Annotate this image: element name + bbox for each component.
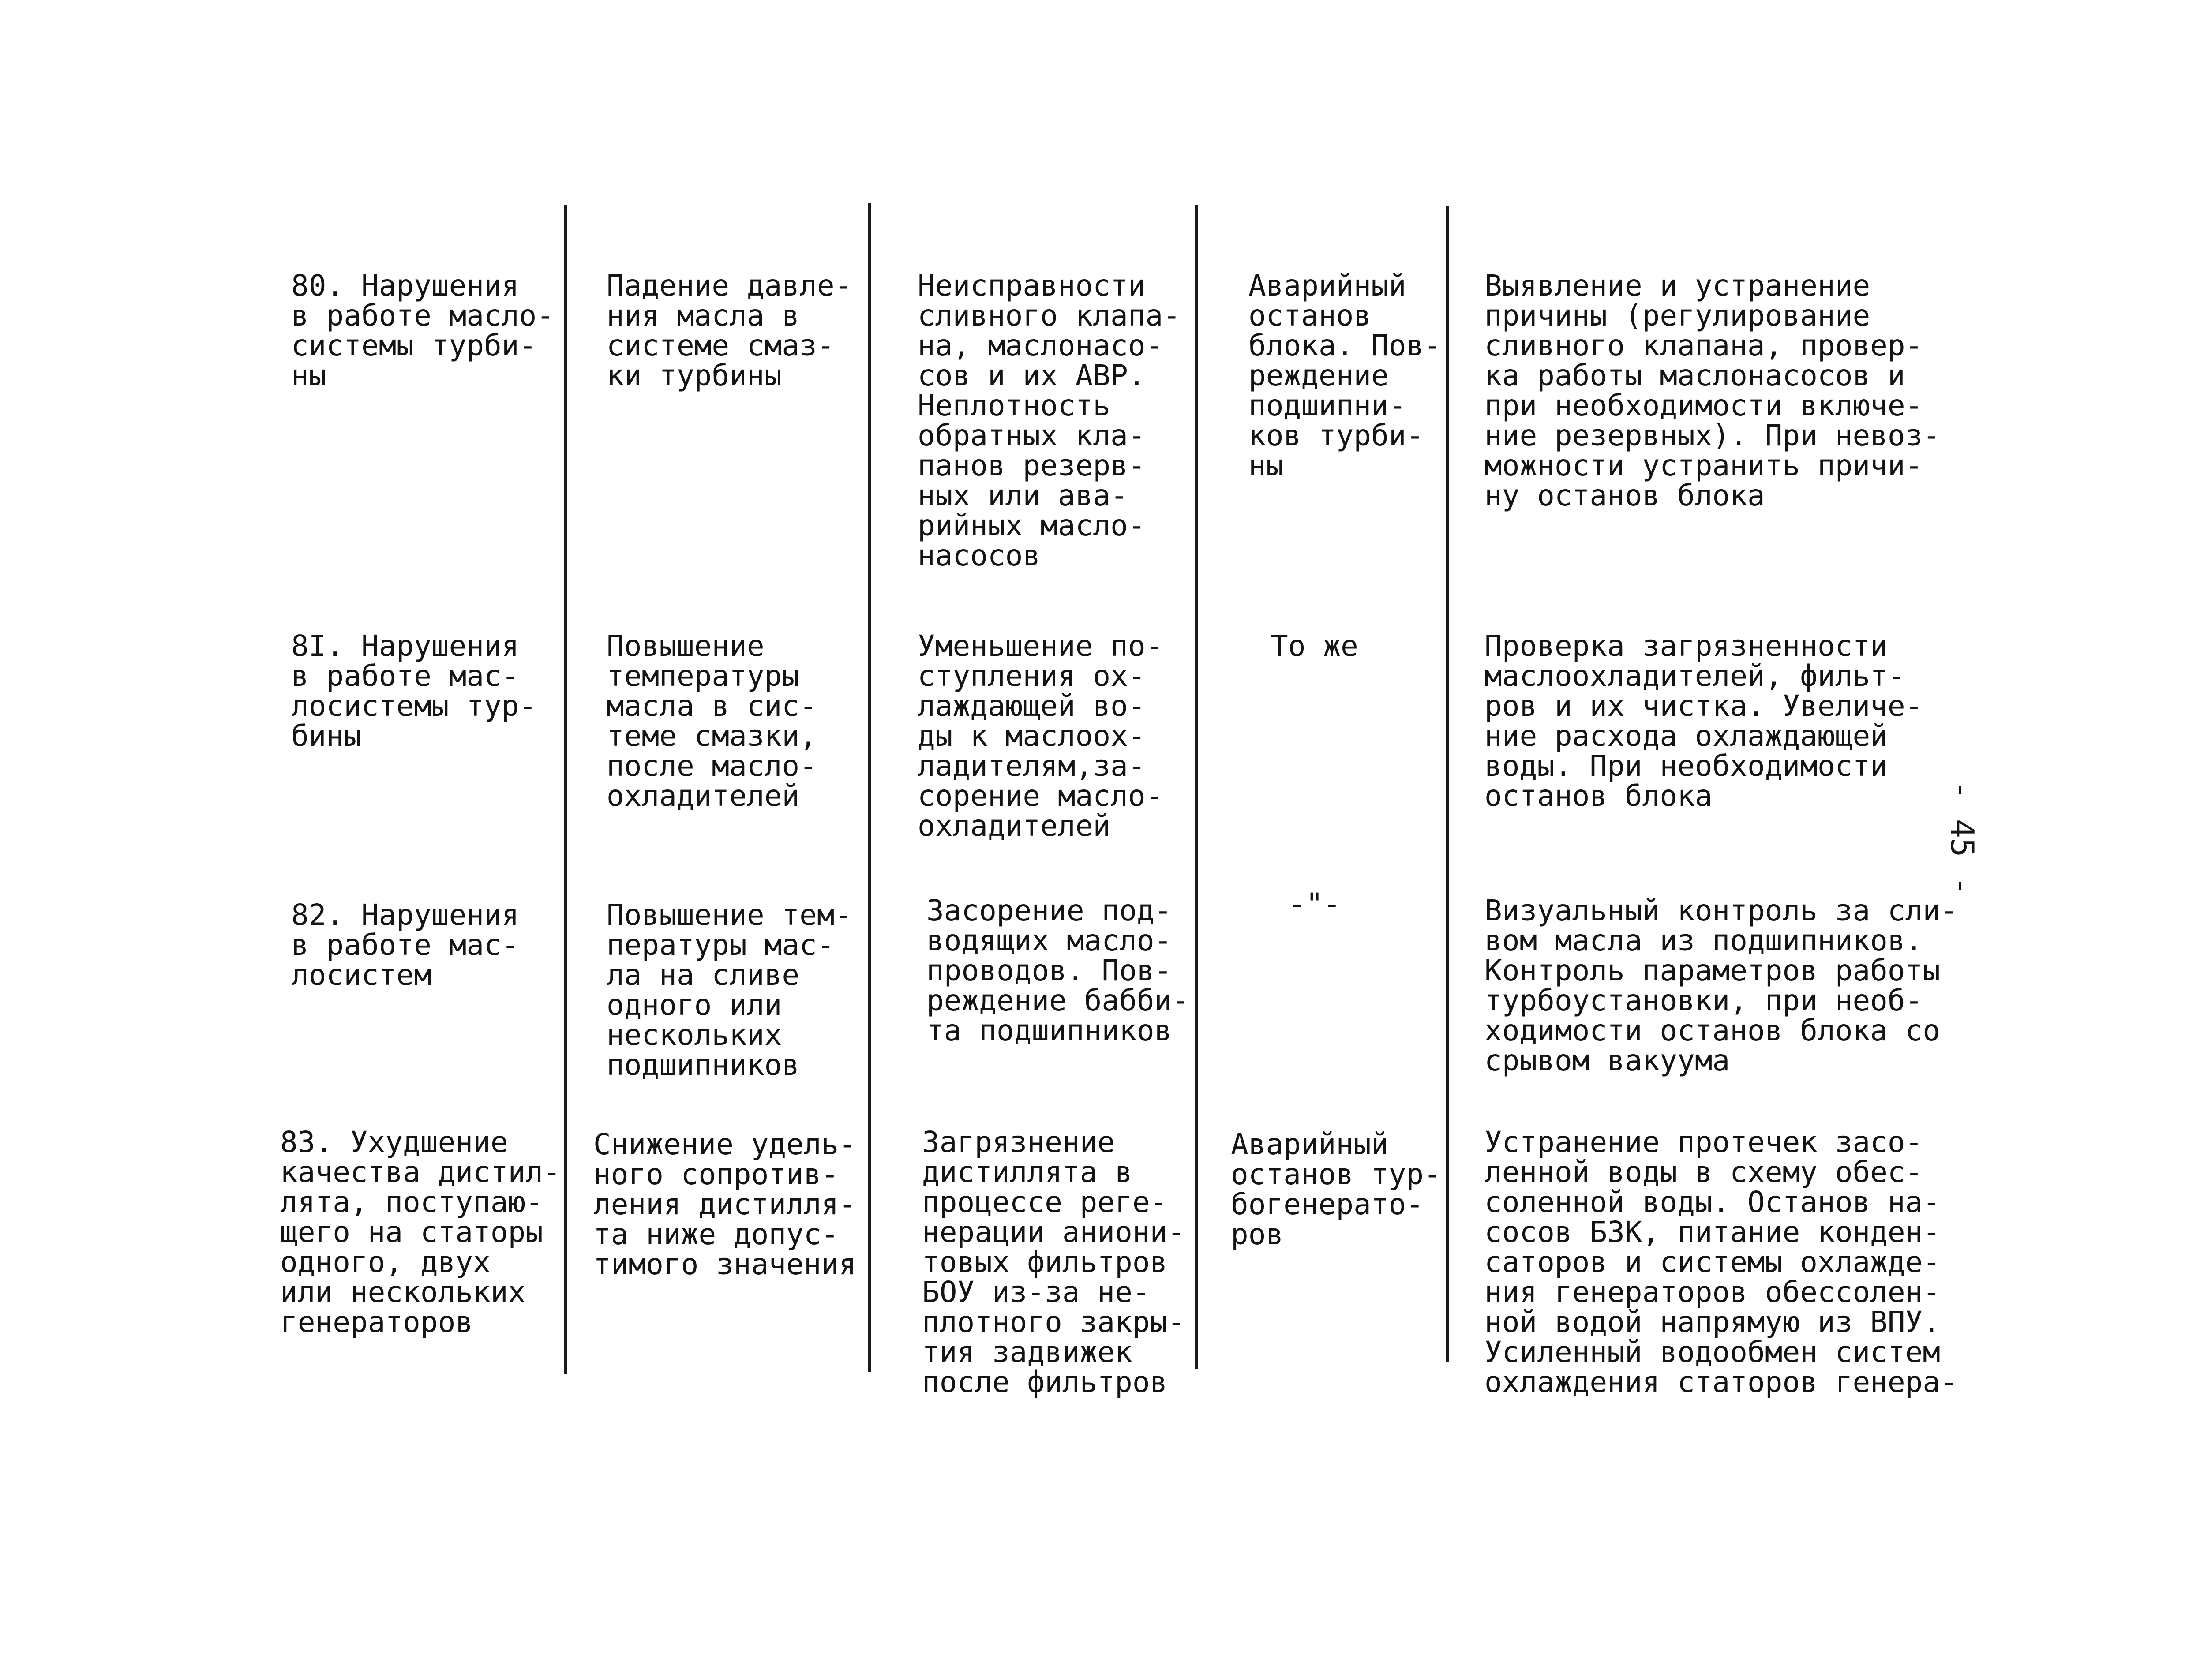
row-83-cause: Загрязнение дистиллята в процессе реге- нерации аниони- товых фильтров БОУ из-за не- плотного закры- тия задвижек после фильтров [922, 1125, 1185, 1399]
row-82-symptom: Повышение тем- пературы мас- ла на сливе одного или нескольких подшипников [607, 898, 852, 1082]
column-rule [1446, 206, 1449, 1362]
row-81-consequence: То же [1271, 629, 1358, 663]
row-81-symptom: Повышение температуры масла в сис- теме смазки, после масло- охладителей [607, 629, 817, 813]
row-83-action: Устранение протечек засо- ленной воды в схему обес- соленной воды. Останов на- сосов БЗК, питание конден- саторов и системы охлажде- ния генераторов обессолен- ной водой напрямую из ВПУ. Усиленный водообмен систем охлаждения статоров генера- [1484, 1125, 1958, 1399]
row-80-cause: Неисправности сливного клапа- на, маслонасо- сов и их АВР. Неплотность обратных кла- панов резерв- ных или ава- рийных масло- насосов [918, 269, 1181, 572]
column-rule [868, 203, 871, 1372]
row-82-event: 82. Нарушения в работе мас- лосистем [291, 898, 519, 992]
row-81-event: 8I. Нарушения в работе мас- лосистемы тур- бины [291, 629, 537, 753]
row-82-action: Визуальный контроль за сли- вом масла из подшипников. Контроль параметров работы турбоустановки, при необ- ходимости останов блока со срывом вакуума [1484, 894, 1958, 1078]
row-81-action: Проверка загрязненности маслоохладителей, фильт- ров и их чистка. Увеличе- ние расхода охлаждающей воды. При необходимости останов блока [1484, 629, 1923, 813]
row-80-symptom: Падение давле- ния масла в системе смаз- ки турбины [607, 269, 852, 393]
row-80-consequence: Аварийный останов блока. Пов- реждение подшипни- ков турби- ны [1248, 269, 1442, 483]
row-83-event: 83. Ухудшение качества дистил- лята, поступаю- щего на статоры одного, двух или нескольких генераторов [280, 1125, 561, 1339]
row-82-consequence: -"- [1288, 887, 1341, 921]
row-83-consequence: Аварийный останов тур- богенерато- ров [1231, 1127, 1441, 1251]
column-rule [564, 205, 567, 1374]
row-80-event: 80. Нарушения в работе масло- системы турби- ны [291, 269, 555, 393]
row-83-symptom: Снижение удель- ного сопротив- ления дистилля- та ниже допус- тимого значения [593, 1127, 857, 1281]
column-rule [1195, 205, 1198, 1369]
row-80-action: Выявление и устранение причины (регулирование сливного клапана, провер- ка работы маслонасосов и при необходимости включе- ние резервных). При невоз- можности устранить причи- ну останов блока [1484, 269, 1941, 513]
row-82-cause: Засорение под- водящих масло- проводов. Пов- реждение бабби- та подшипников [926, 894, 1190, 1048]
row-81-cause: Уменьшение по- ступления ох- лаждающей во- ды к маслоох- ладителям,за- сорение масло- охладителей [918, 629, 1163, 843]
page-number: - 45 - [1944, 781, 1981, 896]
